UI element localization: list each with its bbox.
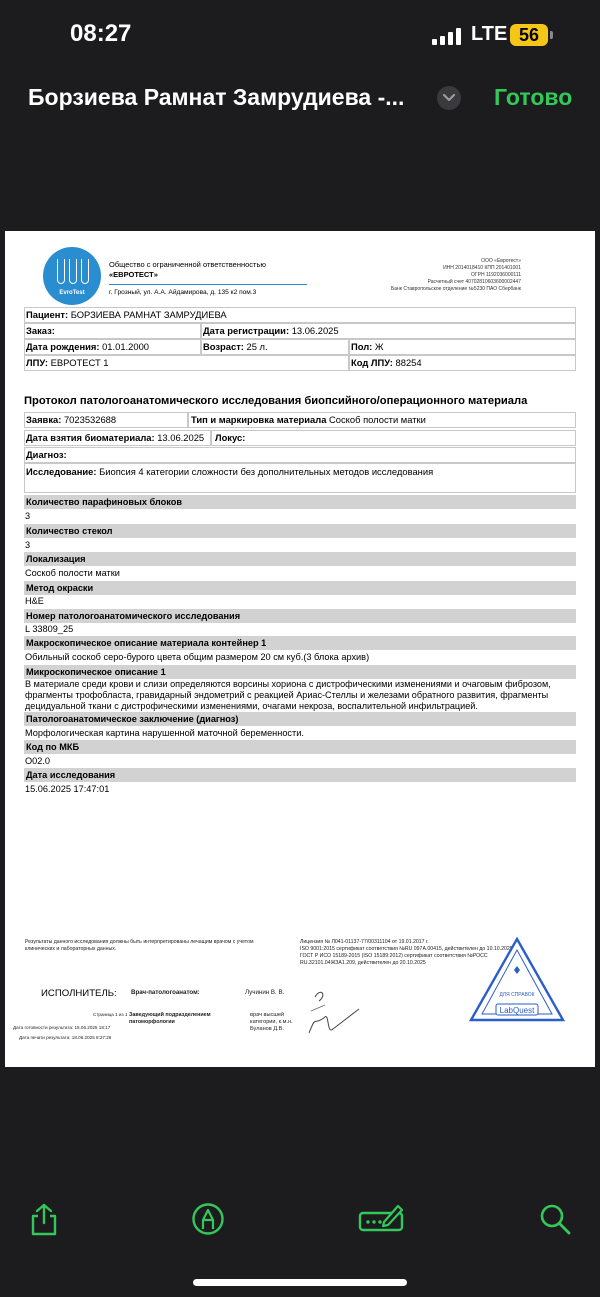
req-line: ОГРН 1192036000111 — [471, 272, 521, 278]
locus-label: Локус: — [215, 432, 246, 443]
patient-label: Пациент: — [26, 309, 69, 320]
license-line: ГОСТ Р ИСО 15189-2015 (ISO 15189:2012) сертификат соответствия №РОСС — [300, 953, 488, 959]
head-line: Буланов Д.В. — [250, 1026, 284, 1032]
head-signatory — [250, 1012, 293, 1033]
section-value: L 33809_25 — [25, 624, 74, 634]
org-address: г. Грозный, ул. А.А. Айдамирова, д. 135 к2 пом.3 — [109, 289, 257, 296]
stamp-brand: LabQuest — [499, 1006, 535, 1015]
doctor-name: Лучинин В. В. — [245, 989, 285, 996]
section-value: Морфологическая картина нарушенной маточной беременности. — [25, 728, 304, 738]
sampling-value: 13.06.2025 — [157, 432, 205, 443]
sampling-label: Дата взятия биоматериала: — [26, 432, 155, 443]
license-line: RU.32101.04ЖЗА1.209, действителен до 20.10.2025 — [300, 960, 426, 966]
reg-label: Дата регистрации: — [203, 325, 290, 336]
lpu — [26, 356, 109, 370]
request-number — [26, 413, 116, 427]
patient-value: БОРЗИЕВА РАМНАТ ЗАМРУДИЕВА — [70, 309, 227, 320]
req-value: 7023532688 — [63, 414, 117, 425]
protocol-title: Протокол патологоанатомического исследования биопсийного/операционного материала — [24, 395, 528, 407]
doctor-role: Врач-патологоанатом: — [131, 989, 200, 996]
patient-field — [26, 308, 227, 322]
org-name: «ЕВРОТЕСТ» — [109, 270, 158, 279]
share-icon[interactable] — [27, 1202, 61, 1236]
head-line: патоморфологии — [129, 1019, 175, 1025]
battery-nub — [550, 31, 553, 39]
print-date: Дата печати результата: 18.06.2025 8:27:26 — [19, 1035, 112, 1040]
diagnosis-label: Диагноз: — [26, 449, 67, 460]
battery-icon: 56 — [510, 24, 548, 46]
disclaimer — [25, 939, 254, 953]
lpu-code-value: 88254 — [395, 357, 422, 368]
page-number: Страница 1 из 1 — [93, 1012, 128, 1017]
section-header: Дата исследования — [24, 768, 576, 782]
section-header: Количество стекол — [24, 524, 576, 538]
head-line: категории, к.м.н. — [250, 1019, 293, 1025]
cell-box — [24, 447, 576, 463]
signature-image — [303, 983, 367, 1043]
age — [203, 340, 268, 354]
section-header: Количество парафиновых блоков — [24, 495, 576, 509]
section-value: 3 — [25, 540, 31, 550]
sex-label: Пол: — [351, 341, 373, 352]
material-value: Соскоб полости матки — [329, 414, 426, 425]
req-line: Банк Ставропольское отделение №5230 ПАО Сбербанк — [390, 286, 521, 292]
section-value: O02.0 — [25, 756, 51, 766]
birth-date — [26, 340, 149, 354]
section-value: 3 — [25, 511, 31, 521]
section-header: Метод окраски — [24, 581, 576, 595]
head-line: врач высшей — [250, 1012, 285, 1018]
org-type: Общество с ограниченной ответственностью — [109, 260, 266, 269]
lpu-label: ЛПУ: — [26, 357, 49, 368]
markup-icon[interactable] — [191, 1202, 225, 1236]
status-bar — [0, 0, 600, 70]
disclaimer-line: Результаты данного исследования должны быть интерпретированы лечащим врачом с учетом — [25, 939, 254, 945]
done-button[interactable]: Готово — [494, 84, 573, 110]
section-value: 15.06.2025 17:47:01 — [25, 784, 110, 794]
lpu-code — [351, 356, 422, 370]
network-type: LTE — [471, 23, 508, 45]
section-header: Код по МКБ — [24, 740, 576, 754]
signature-icon[interactable] — [358, 1202, 404, 1236]
section-value: Обильный соскоб серо-бурого цвета общим размером 20 см куб.(3 блока архив) — [25, 652, 370, 662]
search-icon[interactable] — [538, 1202, 572, 1236]
section-header: Микроскопическое описание 1 — [24, 665, 576, 679]
home-indicator[interactable] — [193, 1279, 407, 1286]
section-header: Патологоанатомическое заключение (диагноз) — [24, 712, 576, 726]
section-header: Номер патологоанатомического исследования — [24, 609, 576, 623]
section-header: Макроскопическое описание материала контейнер 1 — [24, 636, 576, 650]
stamp-text: ДЛЯ СПРАВОК — [499, 992, 535, 998]
material-type — [191, 413, 426, 427]
license-line: Лицензия № Л041-01137-77/00311104 от 19.01.2017 г. — [300, 939, 429, 945]
material-label: Тип и маркировка материала — [191, 414, 327, 425]
sampling-date — [26, 431, 204, 445]
org-requisites — [345, 258, 521, 293]
age-value: 25 л. — [246, 341, 268, 352]
reg-value: 13.06.2025 — [291, 325, 339, 336]
req-line: ИНН 2014018410 КПП 201401001 — [443, 265, 521, 271]
org-divider — [109, 284, 307, 285]
lpu-code-label: Код ЛПУ: — [351, 357, 393, 368]
req-line: ООО «Евротест» — [481, 258, 521, 264]
lpu-value: ЕВРОТЕСТ 1 — [50, 357, 109, 368]
evrotest-logo — [43, 247, 101, 305]
executor-label: ИСПОЛНИТЕЛЬ: — [41, 988, 117, 999]
cellular-signal-icon — [432, 27, 466, 45]
microscopic-text: В материале среди крови и слизи определяются ворсины хориона с дистрофическими изменениями и очаговым фиброзом, фрагменты трофобласта, гравидарный эндометрий с реакцией Ариас-Стеллы и железами обратного развития, фрагменты децидуальной ткани с дистрофическими изменениями, очагами некроза, воспалительной инфильтрацией. — [25, 679, 551, 711]
registration-date — [203, 324, 339, 338]
cell-box — [211, 430, 576, 446]
section-value: Соскоб полости матки — [25, 568, 120, 578]
license-line: ISO 9001:2015 сертификат соответствия №RU 097А.00415, действителен до 10.10.2025 — [300, 946, 513, 952]
head-line: Заведующий подразделением — [129, 1012, 211, 1018]
logo-text: EvroTest — [59, 290, 85, 296]
sex-value: Ж — [374, 341, 384, 352]
clock: 08:27 — [70, 20, 132, 47]
dob-value: 01.01.2000 — [102, 341, 149, 352]
document-page[interactable] — [5, 231, 595, 1067]
disclaimer-line: клинических и лабораторных данных. — [25, 946, 117, 952]
dob-label: Дата рождения: — [26, 341, 100, 352]
title-menu-chevron-icon[interactable] — [437, 86, 461, 110]
study — [26, 465, 433, 479]
section-header: Локализация — [24, 552, 576, 566]
labquest-stamp — [468, 936, 566, 1024]
sex — [351, 340, 384, 354]
order-label: Заказ: — [26, 325, 55, 336]
study-label: Исследование: — [26, 466, 97, 477]
org-header — [109, 260, 266, 280]
document-title[interactable]: Борзиева Рамнат Замрудиева -... — [28, 84, 405, 110]
study-value: Биопсия 4 категории сложности без дополнительных методов исследования — [99, 466, 434, 477]
req-label: Заявка: — [26, 414, 62, 425]
req-line: Расчетный счет 40702810603600002447 — [427, 279, 521, 285]
section-value: H&E — [25, 596, 44, 606]
head-title — [129, 1012, 211, 1026]
age-label: Возраст: — [203, 341, 244, 352]
ready-date: Дата готовности результата: 15.06.2025 18:17 — [13, 1025, 111, 1030]
